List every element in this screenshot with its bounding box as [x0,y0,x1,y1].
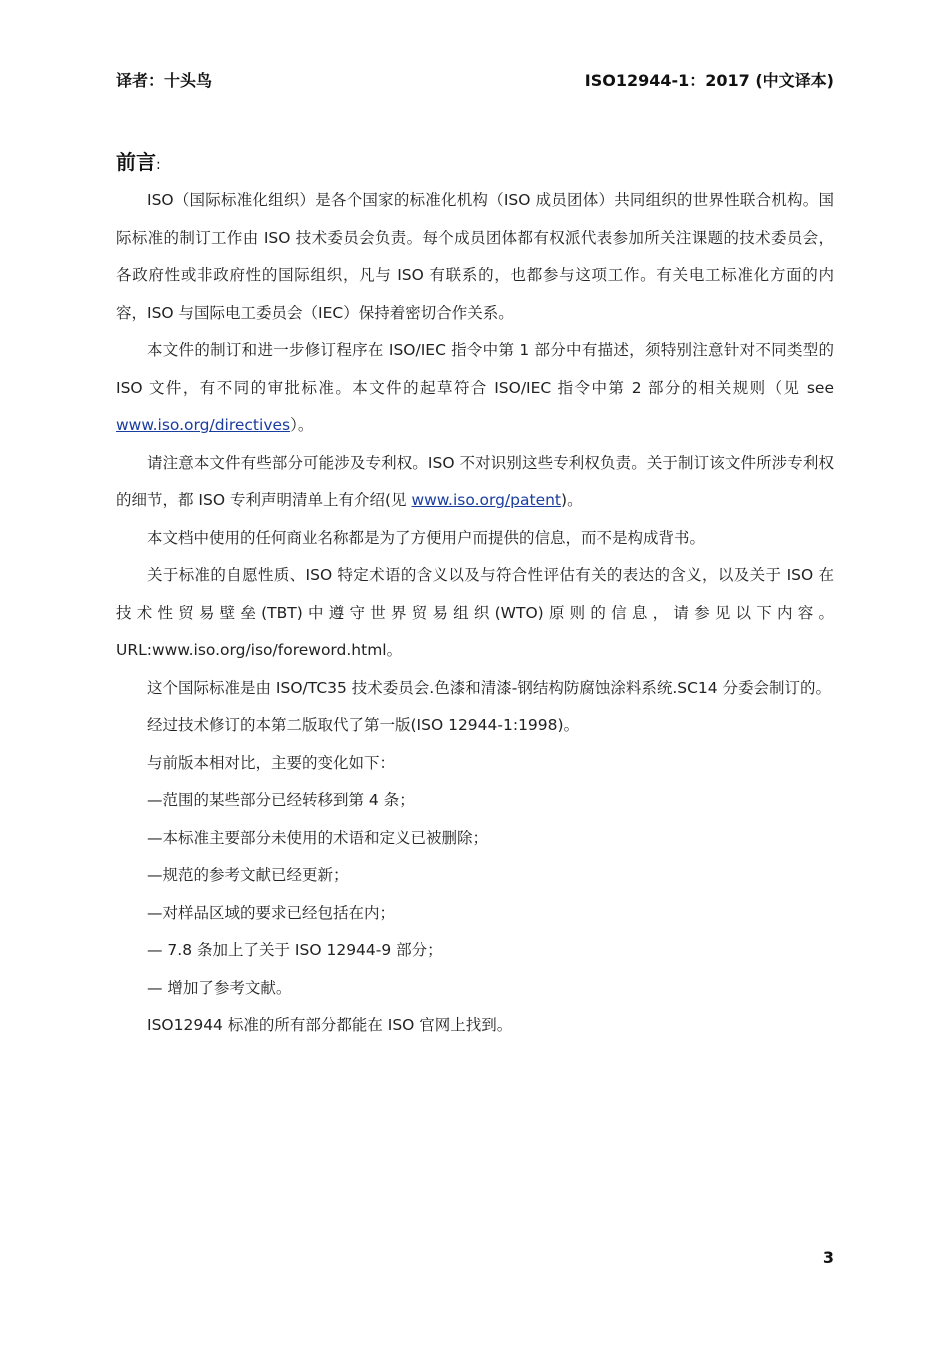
directives-link[interactable]: www.iso.org/directives [116,416,291,434]
paragraph-committee: 这个国际标准是由 ISO/TC35 技术委员会.色漆和清漆-钢结构防腐蚀涂料系统.SC14 分委会制订的。 [147,678,832,697]
change-item: —范围的某些部分已经转移到第 4 条； [147,791,415,809]
paragraph-patents [116,445,834,520]
paragraph-changes-intro: 与前版本相对比，主要的变化如下： [147,753,396,772]
paragraph-procedures-tail: ）。 [290,416,314,434]
header-standard: ISO12944-1：2017 (中文译本) [584,71,834,90]
paragraph-availability: ISO12944 标准的所有部分都能在 ISO 官网上找到。 [147,1016,513,1034]
foreword-body [116,182,834,1045]
section-title-text: 前言 [116,150,156,174]
paragraph-patents-text: 请注意本文件有些部分可能涉及专利权。ISO 不对识别这些专利权负责。关于制订该文件所涉专利权的细节，都 ISO 专利声明清单上有介绍(见 [116,453,834,509]
paragraph-voluntary-nature: 关于标准的自愿性质、ISO 特定术语的含义以及与符合性评估有关的表达的含义，以及关于 ISO 在技术性贸易壁垒(TBT)中遵守世界贸易组织(WTO)原则的信息，请参见以下内容。URL:www.iso.org/iso/foreword.html。 [116,566,834,659]
paragraph-trade-names: 本文档中使用的任何商业名称都是为了方便用户而提供的信息，而不是构成背书。 [147,528,706,547]
paragraph-edition: 经过技术修订的本第二版取代了第一版(ISO 12944-1:1998)。 [147,716,580,734]
page-header [116,68,834,91]
change-item: —规范的参考文献已经更新； [147,866,349,884]
change-item: — 增加了参考文献。 [147,978,292,997]
paragraph-patents-tail: )。 [561,491,583,509]
patent-link[interactable]: www.iso.org/patent [411,491,562,509]
section-title [116,146,161,175]
paragraph-procedures-text: 本文件的制订和进一步修订程序在 ISO/IEC 指令中第 1 部分中有描述，须特别注意针对不同类型的 ISO 文件，有不同的审批标准。本文件的起草符合 ISO/IEC 指令中第 2 部分的相关规则（见 see [116,341,834,397]
section-title-colon: : [156,157,161,173]
header-translator: 译者：十头鸟 [116,71,213,90]
paragraph-procedures [116,332,834,445]
change-item: — 7.8 条加上了关于 ISO 12944-9 部分； [147,941,443,959]
change-item: —本标准主要部分未使用的术语和定义已被删除； [147,828,489,847]
change-item: —对样品区域的要求已经包括在内； [147,903,396,922]
paragraph-iso-intro: ISO（国际标准化组织）是各个国家的标准化机构（ISO 成员团体）共同组织的世界性联合机构。国际标准的制订工作由 ISO 技术委员会负责。每个成员团体都有权派代表参加所关注课题的技术委员会，各政府性或非政府性的国际组织，凡与 ISO 有联系的，也都参与这项工作。有关电工标准化方面的内容，ISO 与国际电工委员会（IEC）保持着密切合作关系。 [116,191,834,322]
page-number: 3 [822,1248,834,1267]
